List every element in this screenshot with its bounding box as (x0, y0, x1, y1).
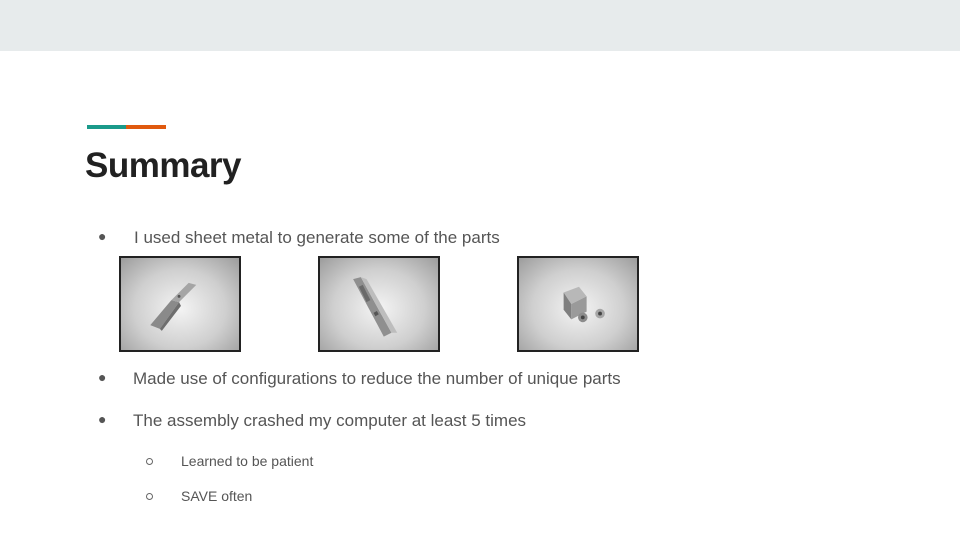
bullet-text: The assembly crashed my computer at least 5 times (133, 411, 527, 430)
header-band (0, 0, 960, 51)
accent-bar-orange (126, 125, 166, 129)
sub-bullet-ring (146, 493, 153, 500)
accent-bar-teal (87, 125, 127, 129)
sub-bullet-text: SAVE often (181, 488, 253, 504)
sub-bullet-ring (146, 458, 153, 465)
hinge-clevis-part-icon (517, 256, 639, 352)
bullet-text: I used sheet metal to generate some of the parts (134, 228, 500, 247)
bullet-dot: ● (98, 411, 107, 427)
sheet-metal-bracket-part-icon (318, 256, 440, 352)
sheet-metal-tab-part-icon (119, 256, 241, 352)
sub-bullet-text: Learned to be patient (181, 453, 314, 469)
bullet-dot: ● (98, 228, 107, 244)
bullet-text: Made use of configurations to reduce the number of unique parts (133, 369, 621, 388)
bullet-dot: ● (98, 369, 107, 385)
slide-title: Summary (85, 146, 242, 185)
